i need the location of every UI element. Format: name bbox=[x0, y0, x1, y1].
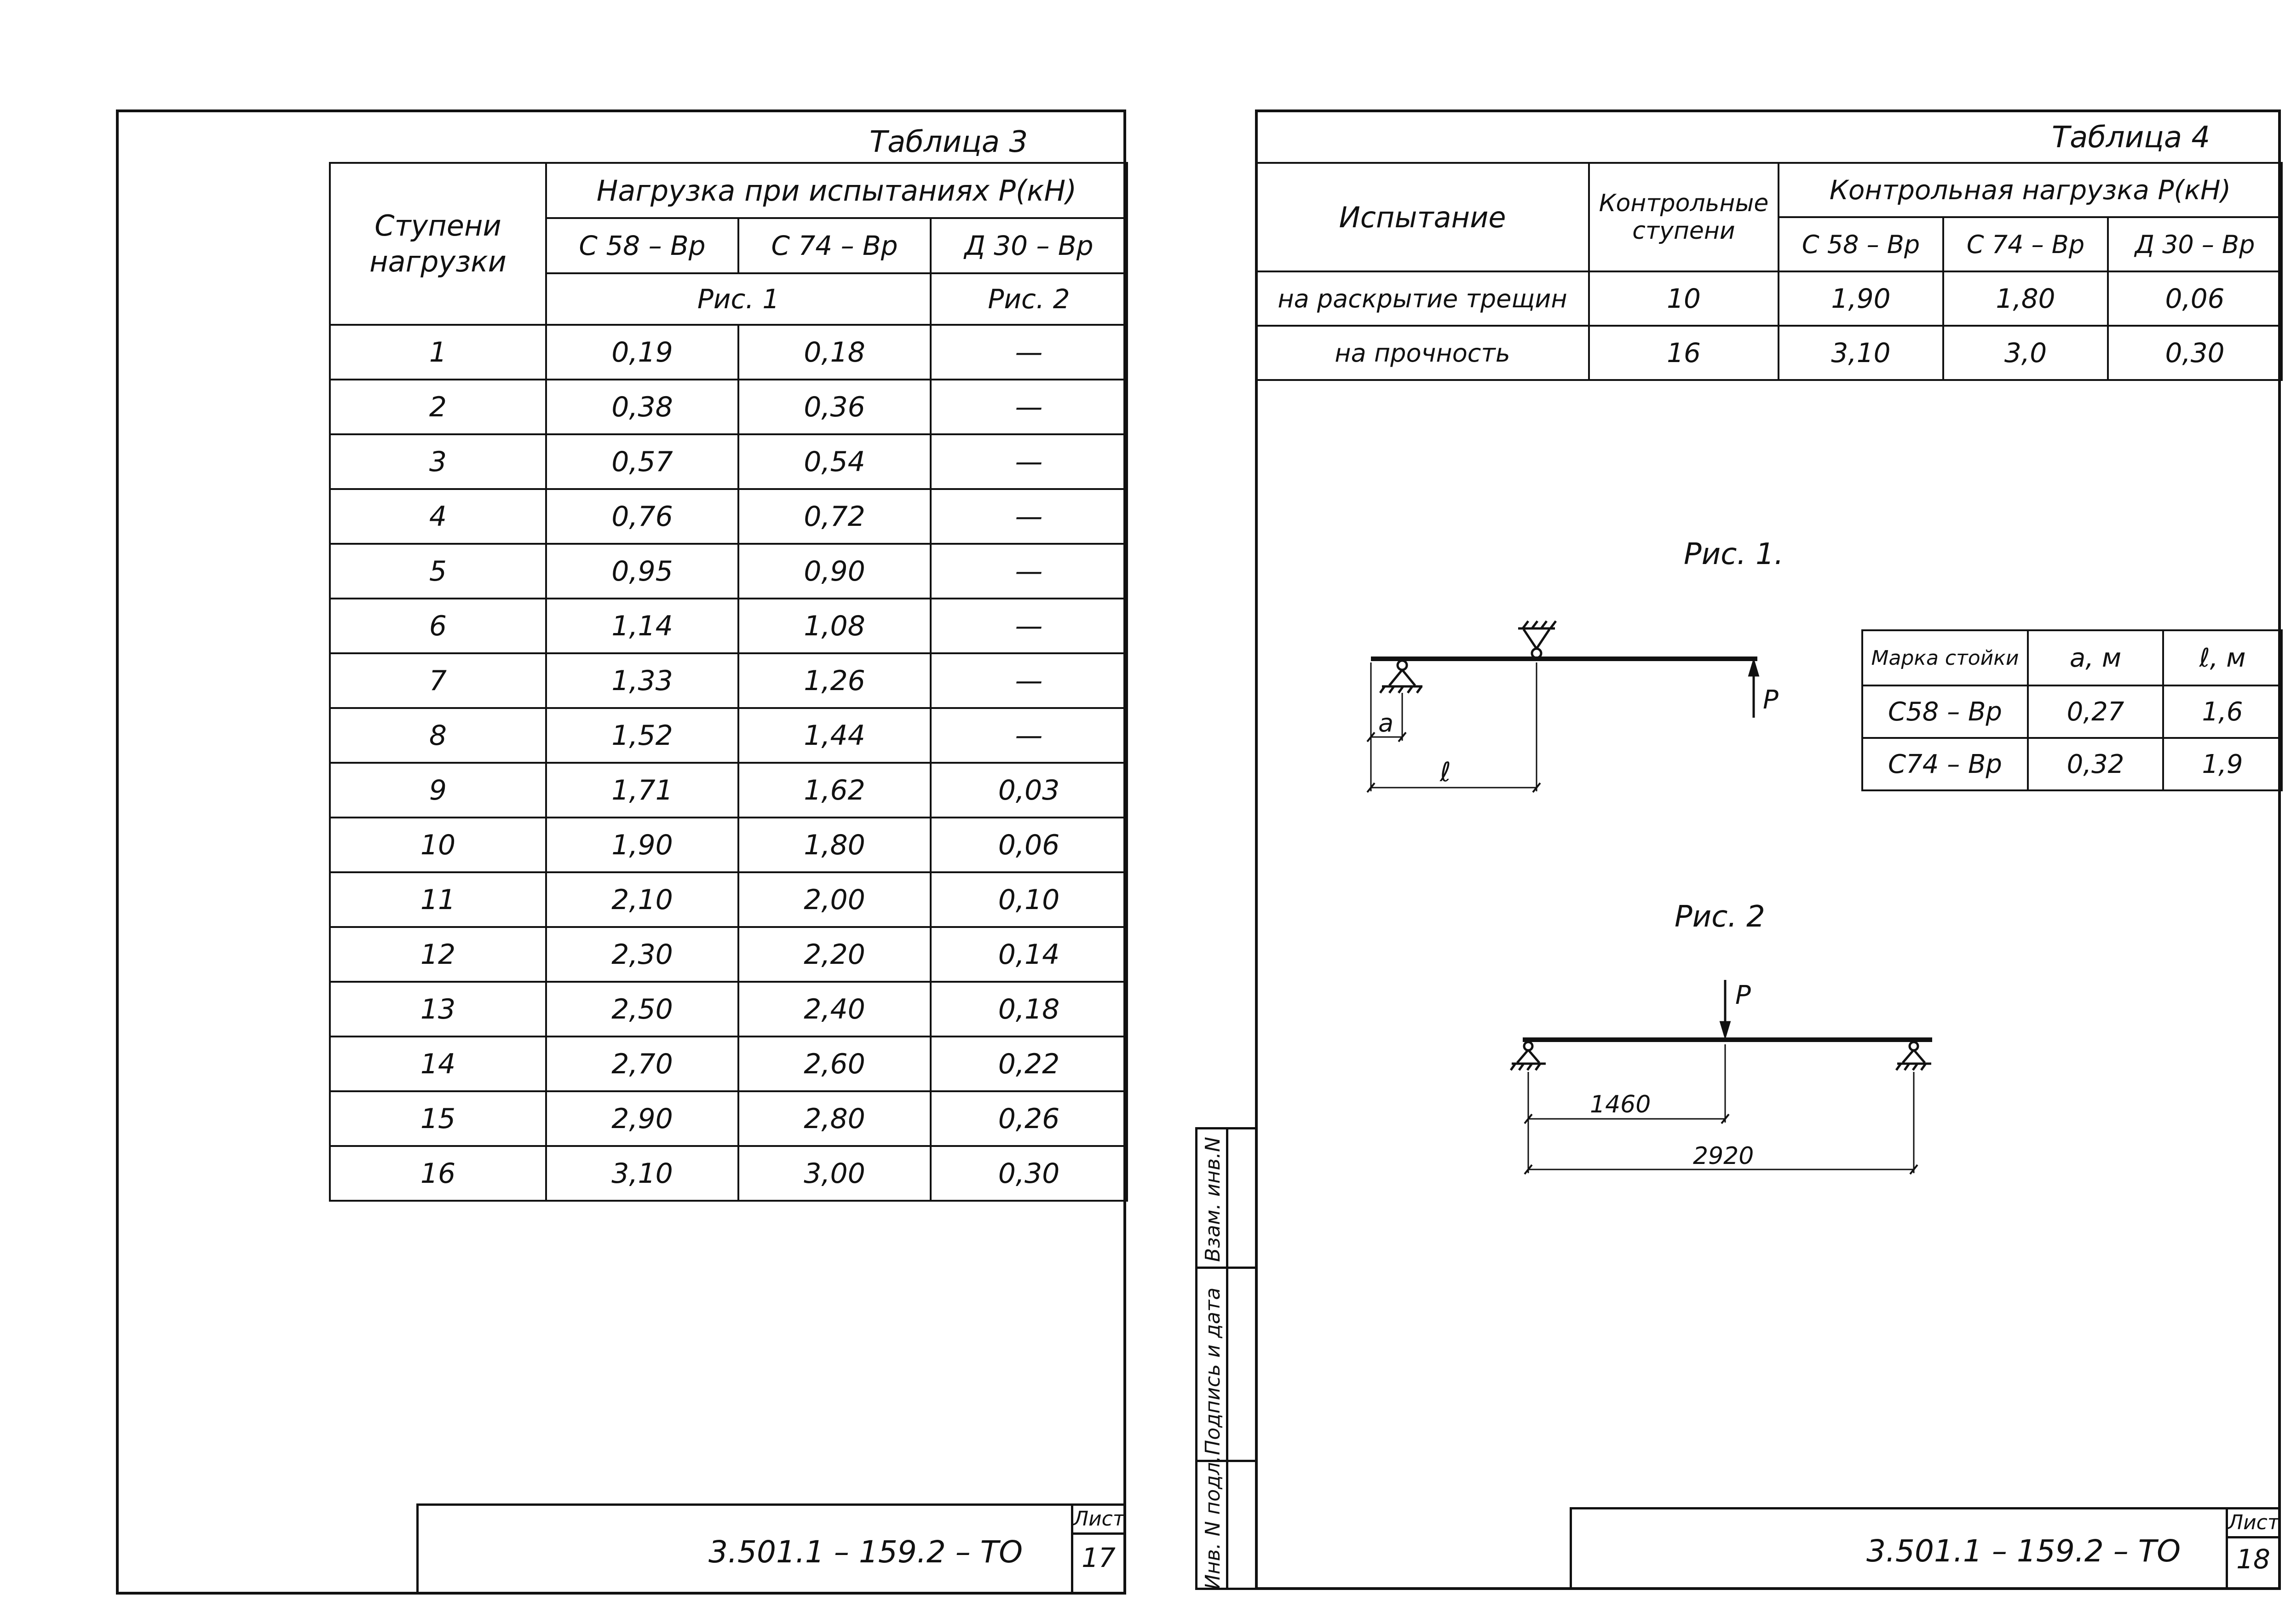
cell-step: 8 bbox=[330, 708, 546, 763]
table-row bbox=[330, 818, 1127, 872]
sheet-number-right: 18 bbox=[2236, 1543, 2270, 1575]
table4 bbox=[1255, 162, 2283, 381]
cell-d30: — bbox=[931, 599, 1127, 653]
cell-c58: 3,10 bbox=[546, 1146, 738, 1201]
cell-c74: 0,90 bbox=[738, 544, 931, 599]
sheet-number-box bbox=[1071, 1506, 1124, 1592]
cell-step: 4 bbox=[330, 489, 546, 544]
table-row bbox=[1256, 271, 2282, 326]
table3 bbox=[329, 162, 1128, 1202]
fig1-dim-a: a bbox=[1378, 708, 1394, 737]
cell-d30: — bbox=[931, 708, 1127, 763]
cell-c74: 1,62 bbox=[738, 763, 931, 818]
fig1-top-support bbox=[1518, 621, 1556, 658]
t4-col-c74: С 74 – Вр bbox=[1943, 217, 2108, 271]
cell-c58: 0,19 bbox=[546, 325, 738, 380]
control-load-header: Контрольная нагрузка P(кН) bbox=[1779, 163, 2282, 217]
marks-cell-mark: С74 – Вр bbox=[1862, 738, 2028, 790]
table-row bbox=[330, 982, 1127, 1037]
fig2-right-support bbox=[1896, 1042, 1931, 1070]
cell-c74: 1,80 bbox=[738, 818, 931, 872]
marks-cell-l: 1,9 bbox=[2163, 738, 2282, 790]
cell-d30: 0,30 bbox=[931, 1146, 1127, 1201]
table-row bbox=[330, 325, 1127, 380]
cell-c74: 2,40 bbox=[738, 982, 931, 1037]
col-c74-header: С 74 – Вр bbox=[738, 218, 931, 273]
marks-header-a: a, м bbox=[2028, 630, 2163, 685]
marks-cell-l: 1,6 bbox=[2163, 685, 2282, 738]
control-steps-header: Контрольные ступени bbox=[1589, 163, 1779, 271]
t4-cell-test: на раскрытие трещин bbox=[1256, 271, 1589, 326]
sheet-label-right: Лист bbox=[2228, 1509, 2279, 1538]
table-row bbox=[330, 489, 1127, 544]
fig2-diagram bbox=[1509, 971, 1960, 1182]
cell-c58: 0,76 bbox=[546, 489, 738, 544]
table-row bbox=[1256, 326, 2282, 380]
cell-c74: 0,72 bbox=[738, 489, 931, 544]
table-row bbox=[330, 1037, 1127, 1091]
cell-d30: — bbox=[931, 380, 1127, 434]
cell-c74: 1,26 bbox=[738, 653, 931, 708]
marks-table bbox=[1861, 629, 2283, 791]
cell-step: 5 bbox=[330, 544, 546, 599]
vzam-inv-label: Взам. инв.N bbox=[1201, 1137, 1225, 1262]
cell-d30: — bbox=[931, 653, 1127, 708]
t4-col-c58: С 58 – Вр bbox=[1779, 217, 1943, 271]
table-row bbox=[330, 872, 1127, 927]
cell-c74: 0,54 bbox=[738, 434, 931, 489]
cell-d30: 0,22 bbox=[931, 1037, 1127, 1091]
marks-cell-mark: С58 – Вр bbox=[1862, 685, 2028, 738]
table-row bbox=[330, 380, 1127, 434]
cell-step: 9 bbox=[330, 763, 546, 818]
table-row bbox=[330, 708, 1127, 763]
cell-c58: 0,95 bbox=[546, 544, 738, 599]
cell-c74: 2,80 bbox=[738, 1091, 931, 1146]
side-stamp bbox=[1195, 1127, 1258, 1590]
load-header: Нагрузка при испытаниях P(кН) bbox=[546, 163, 1127, 218]
cell-c74: 1,44 bbox=[738, 708, 931, 763]
cell-step: 16 bbox=[330, 1146, 546, 1201]
table3-caption: Таблица 3 bbox=[869, 125, 1028, 159]
cell-c58: 2,50 bbox=[546, 982, 738, 1037]
cell-c58: 1,71 bbox=[546, 763, 738, 818]
sheet-number: 17 bbox=[1082, 1542, 1116, 1573]
fig2-dim-full: 2920 bbox=[1693, 1142, 1754, 1170]
cell-d30: — bbox=[931, 434, 1127, 489]
cell-d30: 0,06 bbox=[931, 818, 1127, 872]
steps-header: Ступени нагрузки bbox=[330, 163, 546, 325]
cell-step: 1 bbox=[330, 325, 546, 380]
cell-d30: 0,18 bbox=[931, 982, 1127, 1037]
cell-step: 11 bbox=[330, 872, 546, 927]
t4-cell-test: на прочность bbox=[1256, 326, 1589, 380]
cell-c74: 0,36 bbox=[738, 380, 931, 434]
marks-cell-a: 0,27 bbox=[2028, 685, 2163, 738]
fig2-caption: Рис. 2 bbox=[1675, 900, 1765, 934]
table-row bbox=[330, 763, 1127, 818]
cell-c58: 2,10 bbox=[546, 872, 738, 927]
inv-podl-label: Инв. N подл. bbox=[1201, 1456, 1225, 1589]
table-row bbox=[330, 599, 1127, 653]
fig1-diagram bbox=[1334, 607, 1785, 819]
cell-c58: 1,52 bbox=[546, 708, 738, 763]
fig2-dim-half: 1460 bbox=[1590, 1091, 1651, 1118]
cell-c74: 1,08 bbox=[738, 599, 931, 653]
cell-d30: 0,14 bbox=[931, 927, 1127, 982]
cell-step: 7 bbox=[330, 653, 546, 708]
col-d30-header: Д 30 – Вр bbox=[931, 218, 1127, 273]
cell-d30: — bbox=[931, 325, 1127, 380]
t4-cell-c74: 1,80 bbox=[1943, 271, 2108, 326]
t4-cell-c58: 1,90 bbox=[1779, 271, 1943, 326]
table-row bbox=[1862, 685, 2282, 738]
table-row bbox=[330, 434, 1127, 489]
table4-caption: Таблица 4 bbox=[2052, 121, 2210, 155]
table-row bbox=[330, 1146, 1127, 1201]
fig2-load-label: P bbox=[1735, 980, 1751, 1010]
cell-c58: 2,30 bbox=[546, 927, 738, 982]
cell-c74: 3,00 bbox=[738, 1146, 931, 1201]
cell-step: 6 bbox=[330, 599, 546, 653]
fig-ref-2: Рис. 2 bbox=[931, 273, 1127, 325]
cell-step: 10 bbox=[330, 818, 546, 872]
cell-step: 3 bbox=[330, 434, 546, 489]
cell-c58: 1,33 bbox=[546, 653, 738, 708]
marks-header-l: ℓ, м bbox=[2163, 630, 2282, 685]
t4-cell-steps: 16 bbox=[1589, 326, 1779, 380]
cell-d30: 0,03 bbox=[931, 763, 1127, 818]
fig2-load-arrow bbox=[1721, 980, 1729, 1036]
cell-c58: 2,90 bbox=[546, 1091, 738, 1146]
t4-cell-c74: 3,0 bbox=[1943, 326, 2108, 380]
fig1-caption: Рис. 1. bbox=[1684, 537, 1784, 571]
cell-step: 12 bbox=[330, 927, 546, 982]
left-title-block bbox=[416, 1503, 1126, 1595]
table-row bbox=[330, 927, 1127, 982]
fig1-left-support bbox=[1380, 661, 1422, 693]
cell-c58: 1,14 bbox=[546, 599, 738, 653]
cell-step: 15 bbox=[330, 1091, 546, 1146]
marks-header-mark: Марка стойки bbox=[1862, 630, 2028, 685]
signature-date-label: Подпись и дата bbox=[1201, 1287, 1225, 1455]
cell-c58: 2,70 bbox=[546, 1037, 738, 1091]
cell-c74: 0,18 bbox=[738, 325, 931, 380]
table-row bbox=[330, 1091, 1127, 1146]
cell-c58: 1,90 bbox=[546, 818, 738, 872]
cell-c74: 2,00 bbox=[738, 872, 931, 927]
test-header: Испытание bbox=[1256, 163, 1589, 271]
cell-c74: 2,20 bbox=[738, 927, 931, 982]
cell-d30: — bbox=[931, 544, 1127, 599]
table-row bbox=[330, 653, 1127, 708]
cell-step: 2 bbox=[330, 380, 546, 434]
table-row bbox=[1862, 738, 2282, 790]
t4-col-d30: Д 30 – Вр bbox=[2108, 217, 2282, 271]
t4-cell-c58: 3,10 bbox=[1779, 326, 1943, 380]
cell-d30: — bbox=[931, 489, 1127, 544]
fig2-left-support bbox=[1511, 1042, 1546, 1070]
cell-step: 14 bbox=[330, 1037, 546, 1091]
document-code-right: 3.501.1 – 159.2 – ТО bbox=[1866, 1533, 2181, 1569]
right-title-block bbox=[1570, 1507, 2281, 1590]
cell-c74: 2,60 bbox=[738, 1037, 931, 1091]
document-code: 3.501.1 – 159.2 – ТО bbox=[708, 1534, 1023, 1570]
sheet-number-box-right bbox=[2226, 1509, 2279, 1588]
table-row bbox=[330, 544, 1127, 599]
cell-d30: 0,26 bbox=[931, 1091, 1127, 1146]
sheet-label: Лист bbox=[1073, 1506, 1124, 1535]
fig1-dim-l: ℓ bbox=[1440, 756, 1451, 788]
t4-cell-d30: 0,30 bbox=[2108, 326, 2282, 380]
fig1-load-arrow bbox=[1750, 662, 1758, 718]
cell-d30: 0,10 bbox=[931, 872, 1127, 927]
cell-step: 13 bbox=[330, 982, 546, 1037]
t4-cell-d30: 0,06 bbox=[2108, 271, 2282, 326]
t4-cell-steps: 10 bbox=[1589, 271, 1779, 326]
fig1-load-label: P bbox=[1763, 685, 1779, 715]
marks-cell-a: 0,32 bbox=[2028, 738, 2163, 790]
col-c58-header: С 58 – Вр bbox=[546, 218, 738, 273]
fig-ref-1: Рис. 1 bbox=[546, 273, 931, 325]
cell-c58: 0,38 bbox=[546, 380, 738, 434]
cell-c58: 0,57 bbox=[546, 434, 738, 489]
